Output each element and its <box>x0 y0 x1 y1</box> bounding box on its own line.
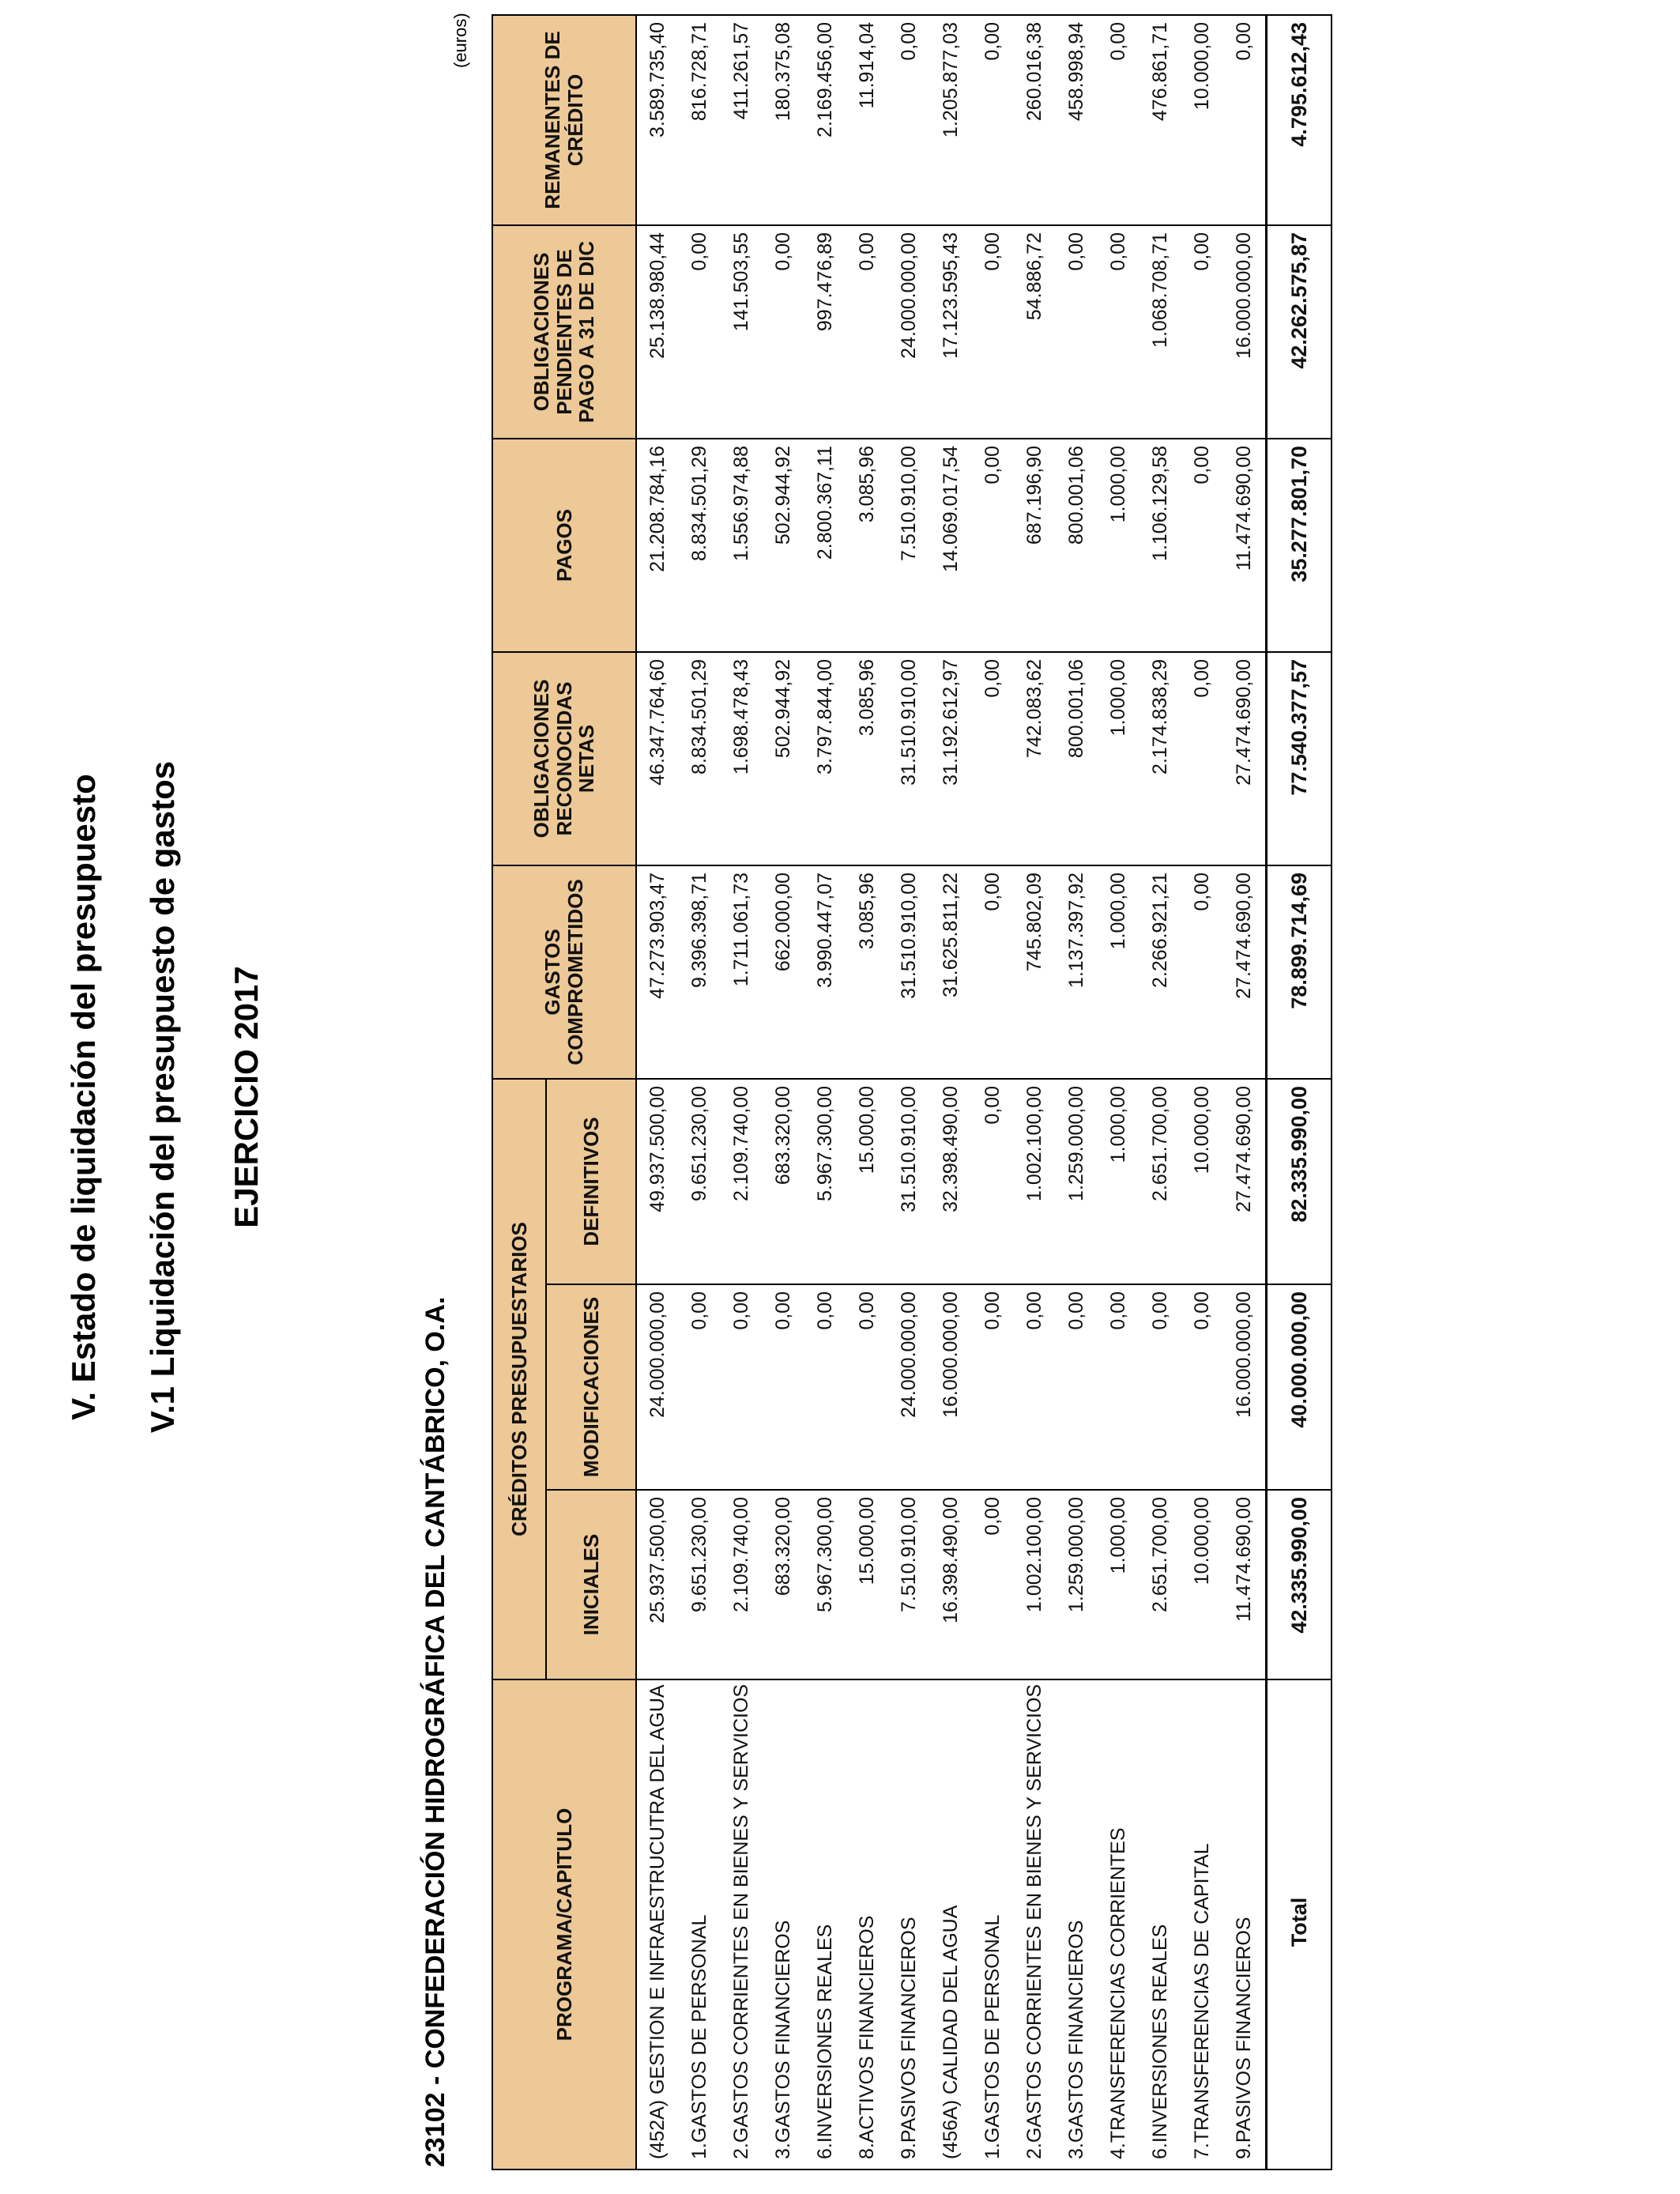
subsection-title: V.1 Liquidación del presupuesto de gastos <box>144 760 181 1434</box>
total-modificaciones: 40.000.000,00 <box>1267 1284 1332 1490</box>
cell-modificaciones: 0,00 <box>972 1284 1014 1490</box>
cell-pendientes: 54.886,72 <box>1014 225 1056 439</box>
total-remanentes: 4.795.612,43 <box>1267 15 1332 225</box>
cell-pendientes: 0,00 <box>763 225 804 439</box>
cell-iniciales: 2.109.740,00 <box>721 1490 763 1679</box>
cell-modificaciones: 0,00 <box>1056 1284 1098 1490</box>
cell-pagos: 502.944,92 <box>763 439 804 652</box>
header-modificaciones: MODIFICACIONES <box>546 1284 636 1490</box>
cell-gastos: 31.625.811,22 <box>930 865 972 1079</box>
header-gastos: GASTOS COMPROMETIDOS <box>492 865 636 1079</box>
cell-gastos: 9.396.398,71 <box>679 865 721 1079</box>
cell-obligaciones: 3.085,96 <box>846 652 888 865</box>
cell-gastos: 3.085,96 <box>846 865 888 1079</box>
cell-programa: 9.PASIVOS FINANCIEROS <box>1223 1679 1267 2169</box>
cell-definitivos: 32.398.490,00 <box>930 1079 972 1284</box>
cell-modificaciones: 0,00 <box>1014 1284 1056 1490</box>
cell-gastos: 0,00 <box>1181 865 1223 1079</box>
cell-obligaciones: 1.698.478,43 <box>721 652 763 865</box>
cell-remanentes: 816.728,71 <box>679 15 721 225</box>
cell-gastos: 0,00 <box>972 865 1014 1079</box>
table-row <box>1098 15 1139 2169</box>
cell-pagos: 1.106.129,58 <box>1139 439 1181 652</box>
cell-obligaciones: 800.001,06 <box>1056 652 1098 865</box>
cell-obligaciones: 502.944,92 <box>763 652 804 865</box>
cell-remanentes: 260.016,38 <box>1014 15 1056 225</box>
cell-programa: 3.GASTOS FINANCIEROS <box>1056 1679 1098 2169</box>
cell-definitivos: 31.510.910,00 <box>888 1079 930 1284</box>
cell-modificaciones: 0,00 <box>846 1284 888 1490</box>
cell-pagos: 2.800.367,11 <box>804 439 846 652</box>
cell-definitivos: 27.474.690,00 <box>1223 1079 1267 1284</box>
cell-pagos: 1.556.974,88 <box>721 439 763 652</box>
cell-modificaciones: 16.000.000,00 <box>930 1284 972 1490</box>
total-definitivos: 82.335.990,00 <box>1267 1079 1332 1284</box>
total-row <box>1267 15 1332 2169</box>
cell-iniciales: 1.259.000,00 <box>1056 1490 1098 1679</box>
cell-pendientes: 0,00 <box>972 225 1014 439</box>
table-row <box>636 15 679 2169</box>
cell-pendientes: 0,00 <box>1181 225 1223 439</box>
cell-gastos: 47.273.903,47 <box>636 865 679 1079</box>
table-row <box>1056 15 1098 2169</box>
cell-remanentes: 0,00 <box>1223 15 1267 225</box>
cell-iniciales: 10.000,00 <box>1181 1490 1223 1679</box>
total-obligaciones: 77.540.377,57 <box>1267 652 1332 865</box>
total-gastos: 78.899.714,69 <box>1267 865 1332 1079</box>
cell-obligaciones: 0,00 <box>972 652 1014 865</box>
cell-obligaciones: 742.083,62 <box>1014 652 1056 865</box>
table-row <box>1223 15 1267 2169</box>
header-pagos: PAGOS <box>492 439 636 652</box>
cell-iniciales: 0,00 <box>972 1490 1014 1679</box>
budget-table <box>492 14 1332 2170</box>
cell-pagos: 687.196,90 <box>1014 439 1056 652</box>
cell-modificaciones: 0,00 <box>1098 1284 1139 1490</box>
cell-gastos: 27.474.690,00 <box>1223 865 1267 1079</box>
cell-pagos: 3.085,96 <box>846 439 888 652</box>
cell-programa: 9.PASIVOS FINANCIEROS <box>888 1679 930 2169</box>
cell-gastos: 3.990.447,07 <box>804 865 846 1079</box>
cell-gastos: 1.711.061,73 <box>721 865 763 1079</box>
cell-remanentes: 1.205.877,03 <box>930 15 972 225</box>
cell-pendientes: 1.068.708,71 <box>1139 225 1181 439</box>
cell-remanentes: 476.861,71 <box>1139 15 1181 225</box>
cell-remanentes: 458.998,94 <box>1056 15 1098 225</box>
cell-pendientes: 17.123.595,43 <box>930 225 972 439</box>
total-pendientes: 42.262.575,87 <box>1267 225 1332 439</box>
header-definitivos: DEFINITIVOS <box>546 1079 636 1284</box>
table-row <box>721 15 763 2169</box>
cell-modificaciones: 0,00 <box>1139 1284 1181 1490</box>
total-label: Total <box>1267 1679 1332 2169</box>
cell-obligaciones: 31.510.910,00 <box>888 652 930 865</box>
cell-iniciales: 1.002.100,00 <box>1014 1490 1056 1679</box>
cell-programa: 3.GASTOS FINANCIEROS <box>763 1679 804 2169</box>
cell-obligaciones: 46.347.764,60 <box>636 652 679 865</box>
cell-definitivos: 10.000,00 <box>1181 1079 1223 1284</box>
cell-obligaciones: 3.797.844,00 <box>804 652 846 865</box>
section-title: V. Estado de liquidación del presupuesto <box>65 774 102 1420</box>
cell-pagos: 11.474.690,00 <box>1223 439 1267 652</box>
cell-modificaciones: 24.000.000,00 <box>636 1284 679 1490</box>
cell-iniciales: 11.474.690,00 <box>1223 1490 1267 1679</box>
cell-pagos: 800.001,06 <box>1056 439 1098 652</box>
cell-programa: 6.INVERSIONES REALES <box>1139 1679 1181 2169</box>
cell-pendientes: 0,00 <box>1056 225 1098 439</box>
cell-remanentes: 11.914,04 <box>846 15 888 225</box>
cell-obligaciones: 8.834.501,29 <box>679 652 721 865</box>
cell-pendientes: 0,00 <box>679 225 721 439</box>
header-creditos-group: CRÉDITOS PRESUPUESTARIOS <box>492 1079 546 1679</box>
cell-pagos: 1.000,00 <box>1098 439 1139 652</box>
cell-pendientes: 24.000.000,00 <box>888 225 930 439</box>
cell-definitivos: 2.109.740,00 <box>721 1079 763 1284</box>
cell-gastos: 1.137.397,92 <box>1056 865 1098 1079</box>
cell-definitivos: 683.320,00 <box>763 1079 804 1284</box>
table-row <box>888 15 930 2169</box>
cell-definitivos: 15.000,00 <box>846 1079 888 1284</box>
cell-remanentes: 0,00 <box>888 15 930 225</box>
cell-iniciales: 1.000,00 <box>1098 1490 1139 1679</box>
cell-obligaciones: 2.174.838,29 <box>1139 652 1181 865</box>
cell-pendientes: 997.476,89 <box>804 225 846 439</box>
cell-programa: 4.TRANSFERENCIAS CORRIENTES <box>1098 1679 1139 2169</box>
cell-gastos: 1.000,00 <box>1098 865 1139 1079</box>
cell-modificaciones: 0,00 <box>721 1284 763 1490</box>
cell-pendientes: 16.000.000,00 <box>1223 225 1267 439</box>
cell-remanentes: 180.375,08 <box>763 15 804 225</box>
cell-iniciales: 16.398.490,00 <box>930 1490 972 1679</box>
cell-programa: 8.ACTIVOS FINANCIEROS <box>846 1679 888 2169</box>
header-pendientes: OBLIGACIONES PENDIENTES DE PAGO A 31 DE DIC <box>492 225 636 439</box>
cell-definitivos: 49.937.500,00 <box>636 1079 679 1284</box>
cell-pagos: 14.069.017,54 <box>930 439 972 652</box>
year-title: EJERCICIO 2017 <box>228 966 265 1228</box>
cell-modificaciones: 24.000.000,00 <box>888 1284 930 1490</box>
cell-programa: 6.INVERSIONES REALES <box>804 1679 846 2169</box>
cell-definitivos: 1.259.000,00 <box>1056 1079 1098 1284</box>
cell-modificaciones: 0,00 <box>804 1284 846 1490</box>
cell-definitivos: 5.967.300,00 <box>804 1079 846 1284</box>
table-row <box>846 15 888 2169</box>
table-row <box>930 15 972 2169</box>
cell-remanentes: 0,00 <box>972 15 1014 225</box>
table-row <box>1014 15 1056 2169</box>
cell-pendientes: 25.138.980,44 <box>636 225 679 439</box>
cell-programa: (456A) CALIDAD DEL AGUA <box>930 1679 972 2169</box>
cell-definitivos: 9.651.230,00 <box>679 1079 721 1284</box>
cell-iniciales: 2.651.700,00 <box>1139 1490 1181 1679</box>
cell-programa: 2.GASTOS CORRIENTES EN BIENES Y SERVICIOS <box>1014 1679 1056 2169</box>
cell-remanentes: 0,00 <box>1098 15 1139 225</box>
cell-gastos: 31.510.910,00 <box>888 865 930 1079</box>
cell-definitivos: 2.651.700,00 <box>1139 1079 1181 1284</box>
cell-modificaciones: 16.000.000,00 <box>1223 1284 1267 1490</box>
cell-obligaciones: 31.192.612,97 <box>930 652 972 865</box>
cell-pendientes: 0,00 <box>846 225 888 439</box>
cell-modificaciones: 0,00 <box>1181 1284 1223 1490</box>
table-row <box>1181 15 1223 2169</box>
header-programa: PROGRAMA/CAPITULO <box>492 1679 636 2169</box>
cell-remanentes: 411.261,57 <box>721 15 763 225</box>
cell-remanentes: 2.169.456,00 <box>804 15 846 225</box>
table-row <box>972 15 1014 2169</box>
cell-iniciales: 9.651.230,00 <box>679 1490 721 1679</box>
total-iniciales: 42.335.990,00 <box>1267 1490 1332 1679</box>
header-obligaciones: OBLIGACIONES RECONOCIDAS NETAS <box>492 652 636 865</box>
total-pagos: 35.277.801,70 <box>1267 439 1332 652</box>
cell-gastos: 745.802,09 <box>1014 865 1056 1079</box>
table-body <box>636 15 1267 2169</box>
cell-definitivos: 1.002.100,00 <box>1014 1079 1056 1284</box>
cell-iniciales: 7.510.910,00 <box>888 1490 930 1679</box>
cell-pagos: 21.208.784,16 <box>636 439 679 652</box>
cell-pendientes: 0,00 <box>1098 225 1139 439</box>
cell-obligaciones: 27.474.690,00 <box>1223 652 1267 865</box>
cell-iniciales: 5.967.300,00 <box>804 1490 846 1679</box>
table-row <box>1139 15 1181 2169</box>
cell-pendientes: 141.503,55 <box>721 225 763 439</box>
table-row <box>804 15 846 2169</box>
cell-remanentes: 10.000,00 <box>1181 15 1223 225</box>
cell-remanentes: 3.589.735,40 <box>636 15 679 225</box>
cell-iniciales: 683.320,00 <box>763 1490 804 1679</box>
cell-programa: (452A) GESTION E INFRAESTRUCUTRA DEL AGUA <box>636 1679 679 2169</box>
cell-iniciales: 15.000,00 <box>846 1490 888 1679</box>
cell-programa: 2.GASTOS CORRIENTES EN BIENES Y SERVICIOS <box>721 1679 763 2169</box>
cell-programa: 1.GASTOS DE PERSONAL <box>972 1679 1014 2169</box>
cell-iniciales: 25.937.500,00 <box>636 1490 679 1679</box>
cell-gastos: 662.000,00 <box>763 865 804 1079</box>
currency-unit: (euros) <box>450 13 470 68</box>
cell-obligaciones: 0,00 <box>1181 652 1223 865</box>
table-row <box>679 15 721 2169</box>
cell-modificaciones: 0,00 <box>763 1284 804 1490</box>
cell-modificaciones: 0,00 <box>679 1284 721 1490</box>
header-remanentes: REMANENTES DE CRÉDITO <box>492 15 636 225</box>
cell-pagos: 0,00 <box>1181 439 1223 652</box>
cell-obligaciones: 1.000,00 <box>1098 652 1139 865</box>
table-row <box>763 15 804 2169</box>
cell-pagos: 0,00 <box>972 439 1014 652</box>
cell-pagos: 8.834.501,29 <box>679 439 721 652</box>
cell-gastos: 2.266.921,21 <box>1139 865 1181 1079</box>
header-iniciales: INICIALES <box>546 1490 636 1679</box>
cell-programa: 1.GASTOS DE PERSONAL <box>679 1679 721 2169</box>
cell-definitivos: 1.000,00 <box>1098 1079 1139 1284</box>
cell-programa: 7.TRANSFERENCIAS DE CAPITAL <box>1181 1679 1223 2169</box>
cell-pagos: 7.510.910,00 <box>888 439 930 652</box>
organization-name: 23102 - CONFEDERACIÓN HIDROGRÁFICA DEL CANTÁBRICO, O.A. <box>420 1296 450 2167</box>
cell-definitivos: 0,00 <box>972 1079 1014 1284</box>
